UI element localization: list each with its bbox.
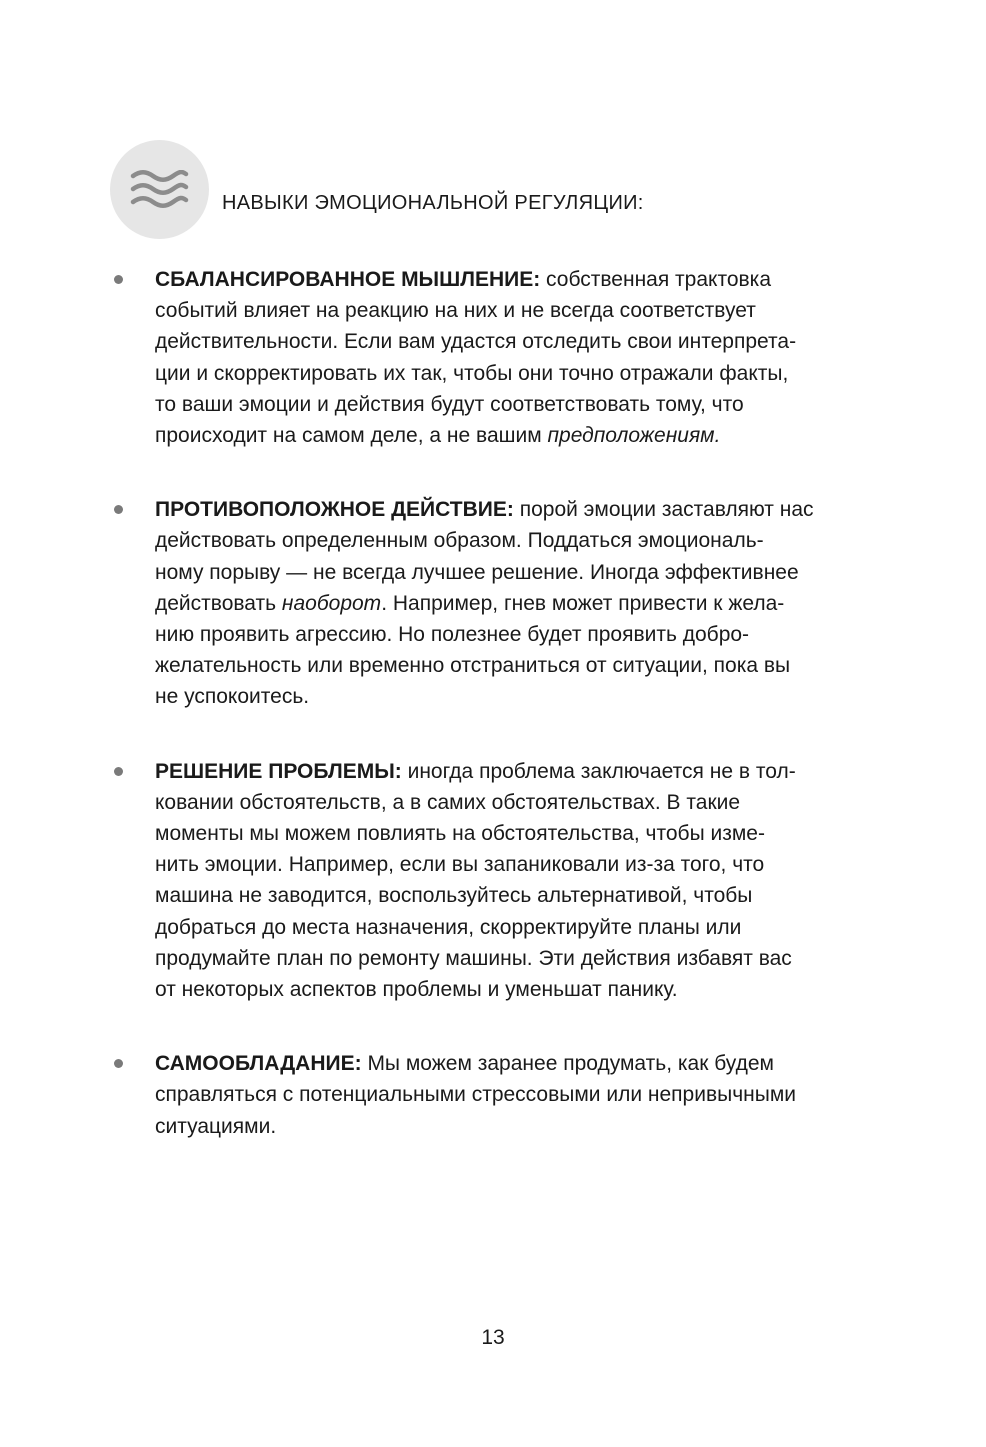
text-line: действовать определенным образом. Поддаться эмоциональ-: [155, 529, 764, 553]
list-item-balanced-thinking: [110, 264, 850, 451]
item-term: САМООБЛАДАНИЕ:: [155, 1052, 362, 1076]
section-title: НАВЫКИ ЭМОЦИОНАЛЬНОЙ РЕГУЛЯЦИИ:: [222, 192, 644, 214]
item-text: Мы можем заранее продумать, как будем: [361, 1052, 774, 1076]
item-term: РЕШЕНИЕ ПРОБЛЕМЫ:: [155, 759, 402, 783]
item-text: собственная трактовка: [540, 268, 772, 291]
text-line: продумайте план по ремонту машины. Эти действия избавят вас: [155, 946, 792, 970]
skills-list: [110, 264, 850, 1142]
text-line: [155, 756, 850, 787]
item-term: СБАЛАНСИРОВАННОЕ МЫШЛЕНИЕ:: [155, 268, 541, 291]
emphasis-text: предположениям.: [547, 424, 721, 448]
emphasis-text: наоборот: [281, 591, 382, 615]
list-item-problem-solving: [110, 756, 850, 1006]
text-line: ции и скорректировать их так, чтобы они точно отражали факты,: [155, 361, 789, 385]
text-line: справляться с потенциальными стрессовыми или непривычными: [155, 1083, 797, 1107]
text-line: не успокоитесь.: [155, 685, 310, 709]
bullet-dot: [114, 1059, 123, 1068]
item-text: . Например, гнев может привести к жела-: [381, 591, 785, 615]
text-line: нить эмоции. Например, если вы запаниковали из-за того, что: [155, 853, 765, 877]
text-line: ситуациями.: [155, 1114, 277, 1138]
text-line: [155, 588, 850, 619]
text-line: добраться до места назначения, скорректируйте планы или: [155, 915, 742, 939]
text-line: [155, 420, 850, 451]
waves-icon: [130, 170, 189, 210]
bullet-dot: [114, 767, 123, 776]
text-line: [155, 1048, 850, 1079]
list-item-self-control: [110, 1048, 850, 1142]
header-badge: [110, 140, 209, 239]
bullet-dot: [114, 505, 123, 514]
text-line: моменты мы можем повлиять на обстоятельства, чтобы изме-: [155, 822, 765, 846]
text-line: нию проявить агрессию. Но полезнее будет проявить добро-: [155, 623, 750, 647]
text-line: [155, 264, 850, 295]
item-text: порой эмоции заставляют нас: [513, 498, 814, 522]
item-text: действовать: [155, 591, 282, 615]
text-line: событий влияет на реакцию на них и не всегда соответствует: [155, 299, 756, 323]
text-line: действительности. Если вам удастся отследить свои интерпрета-: [155, 330, 797, 354]
bullet-dot: [114, 275, 123, 284]
text-line: [155, 494, 850, 525]
text-line: желательность или временно отстраниться от ситуации, пока вы: [155, 654, 791, 678]
text-line: от некоторых аспектов проблемы и уменьшат панику.: [155, 978, 678, 1002]
section-header: [110, 140, 810, 240]
text-line: ковании обстоятельств, а в самих обстоятельствах. В такие: [155, 790, 741, 814]
list-item-opposite-action: [110, 494, 850, 712]
item-text: происходит на самом деле, а не вашим: [155, 424, 548, 448]
item-text: иногда проблема заключается не в тол-: [401, 759, 796, 783]
text-line: ному порыву — не всегда лучшее решение. Иногда эффективнее: [155, 560, 799, 584]
text-line: машина не заводится, воспользуйтесь альтернативой, чтобы: [155, 884, 753, 908]
text-line: то ваши эмоции и действия будут соответствовать тому, что: [155, 392, 744, 416]
page-number: 13: [481, 1326, 505, 1349]
item-term: ПРОТИВОПОЛОЖНОЕ ДЕЙСТВИЕ:: [155, 498, 514, 522]
